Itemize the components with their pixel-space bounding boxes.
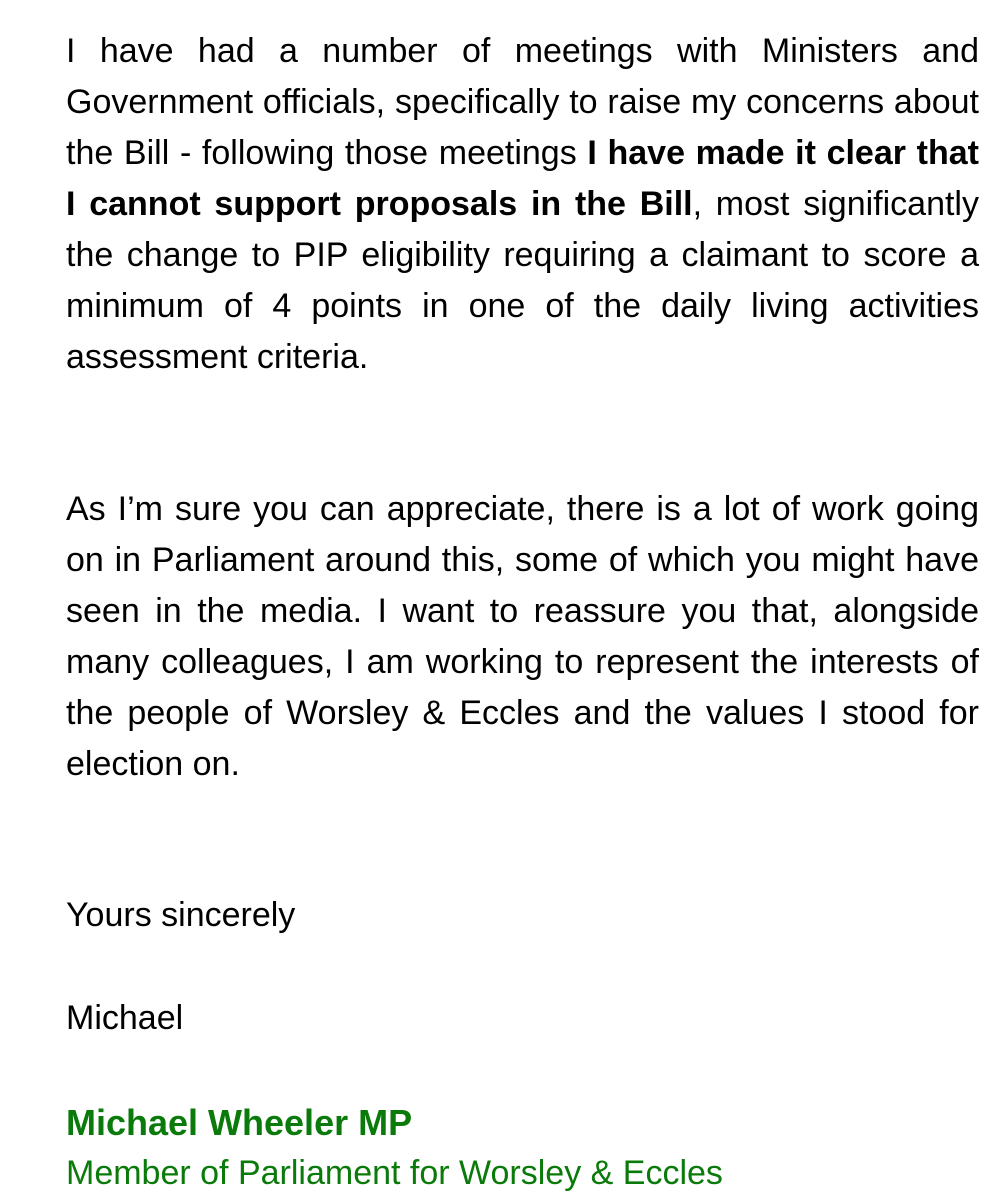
- paragraph-parliament-work: As I’m sure you can appreciate, there is a lot of work going on in Parliament around this, some of which you might have seen in the media. I want to reassure you that, alongside many colleagues, I am working to represent the interests of the people of Worsley & Eccles and the values I stood for election on.: [66, 490, 979, 783]
- mp-name: Michael Wheeler MP: [66, 1102, 413, 1143]
- closing-salutation: Yours sincerely: [66, 896, 296, 934]
- paragraph-meetings-text-end: , most significantly the change to PIP eligibility requiring a claimant to score a minimum of 4 points in one of the daily living activities assessment criteria.: [66, 185, 979, 376]
- paragraph-meetings: [66, 26, 979, 383]
- paragraph-meetings-bold: I have made it clear that I cannot support proposals in the Bill: [66, 134, 979, 223]
- signature-first-name: Michael: [66, 999, 184, 1037]
- paragraph-meetings-text: I have had a number of meetings with Ministers and Government officials, specifically to raise my concerns about the Bill - following those meetings: [66, 32, 979, 172]
- mp-title: Member of Parliament for Worsley & Eccles: [66, 1154, 723, 1192]
